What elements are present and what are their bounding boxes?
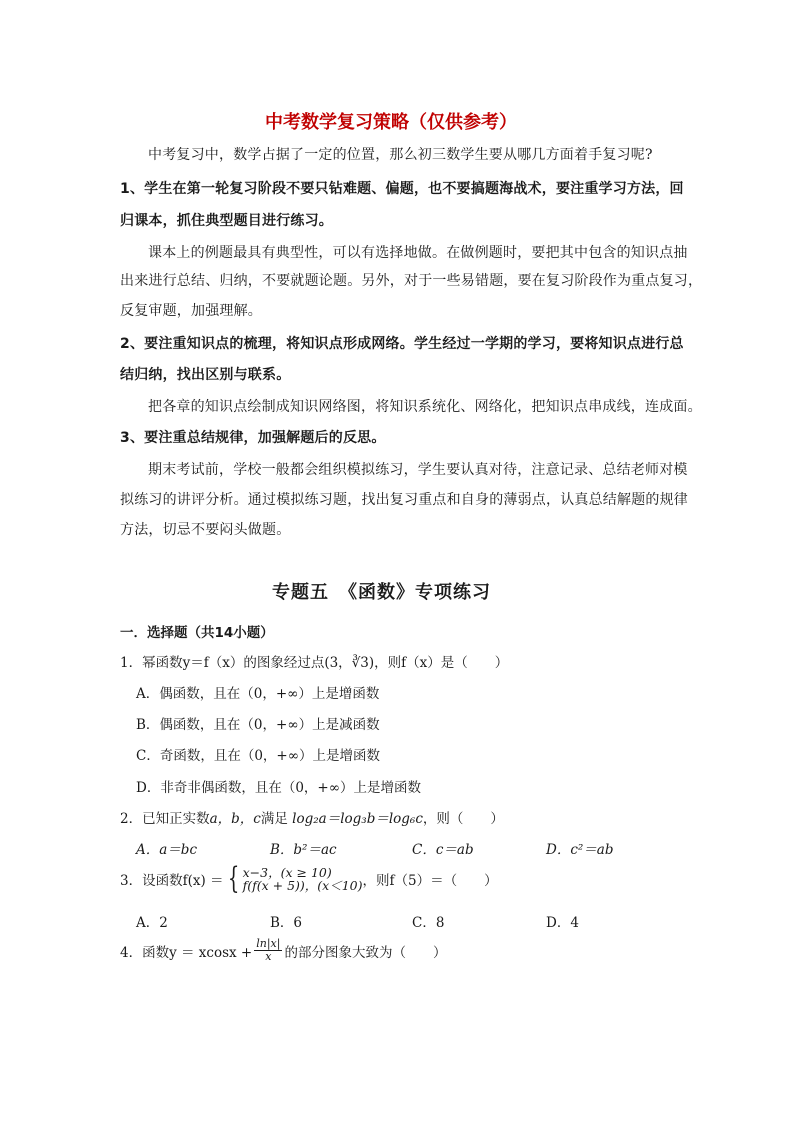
question-2-option-a: A．a＝bc bbox=[136, 842, 198, 858]
question-3-option-b: B．6 bbox=[270, 915, 303, 931]
fraction bbox=[254, 938, 282, 963]
question-3-stem bbox=[120, 861, 498, 896]
q2-vars: a，b，c bbox=[209, 811, 261, 827]
tip2-heading-line2: 结归纳，找出区别与联系。 bbox=[120, 367, 291, 383]
tip3-heading-line1: 3、要注重总结规律，加强解题后的反思。 bbox=[120, 430, 386, 446]
question-4-stem bbox=[120, 938, 446, 963]
piecewise-function bbox=[224, 861, 363, 896]
tip3-body-line2: 拟练习的讲评分析。通过模拟练习题，找出复习重点和自身的薄弱点，认真总结解题的规律 bbox=[120, 492, 688, 508]
left-brace: { bbox=[227, 861, 239, 896]
question-1-stem: 1．幂函数y＝f（x）的图象经过点(3，∛3)，则f（x）是（ ） bbox=[120, 655, 509, 671]
question-2-option-c: C．c＝ab bbox=[412, 842, 474, 858]
question-2-option-d: D．c²＝ab bbox=[546, 842, 614, 858]
q3-prefix: 3．设函数f(x) ＝ bbox=[120, 873, 224, 889]
q3-suffix: ，则f（5）＝（ ） bbox=[362, 873, 498, 889]
page-title: 中考数学复习策略（仅供参考） bbox=[265, 112, 517, 133]
question-3-option-a: A．2 bbox=[136, 915, 168, 931]
tip1-body-line3: 反复审题，加强理解。 bbox=[120, 303, 262, 319]
tip2-body-line1: 把各章的知识点绘制成知识网络图，将知识系统化、网络化，把知识点串成线，连成面。 bbox=[148, 399, 702, 415]
question-1-option-b: B．偶函数，且在（0，+∞）上是减函数 bbox=[136, 717, 380, 733]
question-1-option-a: A．偶函数，且在（0，+∞）上是增函数 bbox=[136, 686, 380, 702]
part-heading: 一．选择题（共14小题） bbox=[120, 625, 274, 641]
tip1-heading-line2: 归课本，抓住典型题目进行练习。 bbox=[120, 213, 333, 229]
q4-suffix: 的部分图象大致为（ ） bbox=[284, 944, 447, 961]
q2-condition: log₂a＝log₃b＝log₆c bbox=[292, 811, 423, 827]
question-2-option-b: B．b²＝ac bbox=[270, 842, 337, 858]
question-2-stem bbox=[120, 807, 504, 827]
tip3-body-line1: 期末考试前，学校一般都会组织模拟练习，学生要认真对待，注意记录、总结老师对模 bbox=[148, 462, 688, 478]
question-3-option-c: C．8 bbox=[412, 915, 445, 931]
section-title: 专题五 《函数》专项练习 bbox=[272, 582, 491, 603]
q3-case-2: f(f(x + 5))，(x＜10) bbox=[242, 878, 363, 893]
question-3-option-d: D．4 bbox=[546, 915, 579, 931]
tip1-body-line1: 课本上的例题最具有典型性，可以有选择地做。在做例题时，要把其中包含的知识点抽 bbox=[148, 245, 688, 261]
fraction-denominator: x bbox=[265, 950, 272, 963]
tip3-body-line3: 方法，切忌不要闷头做题。 bbox=[120, 522, 291, 538]
q2-prefix: 2．已知正实数 bbox=[120, 811, 210, 827]
tip1-heading-line1: 1、学生在第一轮复习阶段不要只钻难题、偏题，也不要搞题海战术，要注重学习方法，回 bbox=[120, 181, 684, 197]
fraction-numerator: ln|x| bbox=[256, 937, 281, 950]
tip2-heading-line1: 2、要注重知识点的梳理，将知识点形成网络。学生经过一学期的学习，要将知识点进行总 bbox=[120, 336, 684, 352]
q3-case-1: x−3，(x ≥ 10) bbox=[242, 865, 332, 880]
question-1-option-d: D．非奇非偶函数，且在（0，+∞）上是增函数 bbox=[136, 780, 421, 796]
tip1-body-line2: 出来进行总结、归纳，不要就题论题。另外，对于一些易错题，要在复习阶段作为重点复习， bbox=[120, 273, 703, 289]
intro-paragraph: 中考复习中，数学占据了一定的位置，那么初三数学生要从哪几方面着手复习呢? bbox=[148, 147, 653, 163]
q2-suffix: ，则（ ） bbox=[422, 811, 504, 827]
question-1-option-c: C．奇函数，且在（0，+∞）上是增函数 bbox=[136, 748, 380, 764]
q4-prefix: 4．函数y ＝ xcosx + bbox=[120, 944, 253, 961]
q2-mid: 满足 bbox=[260, 811, 288, 827]
